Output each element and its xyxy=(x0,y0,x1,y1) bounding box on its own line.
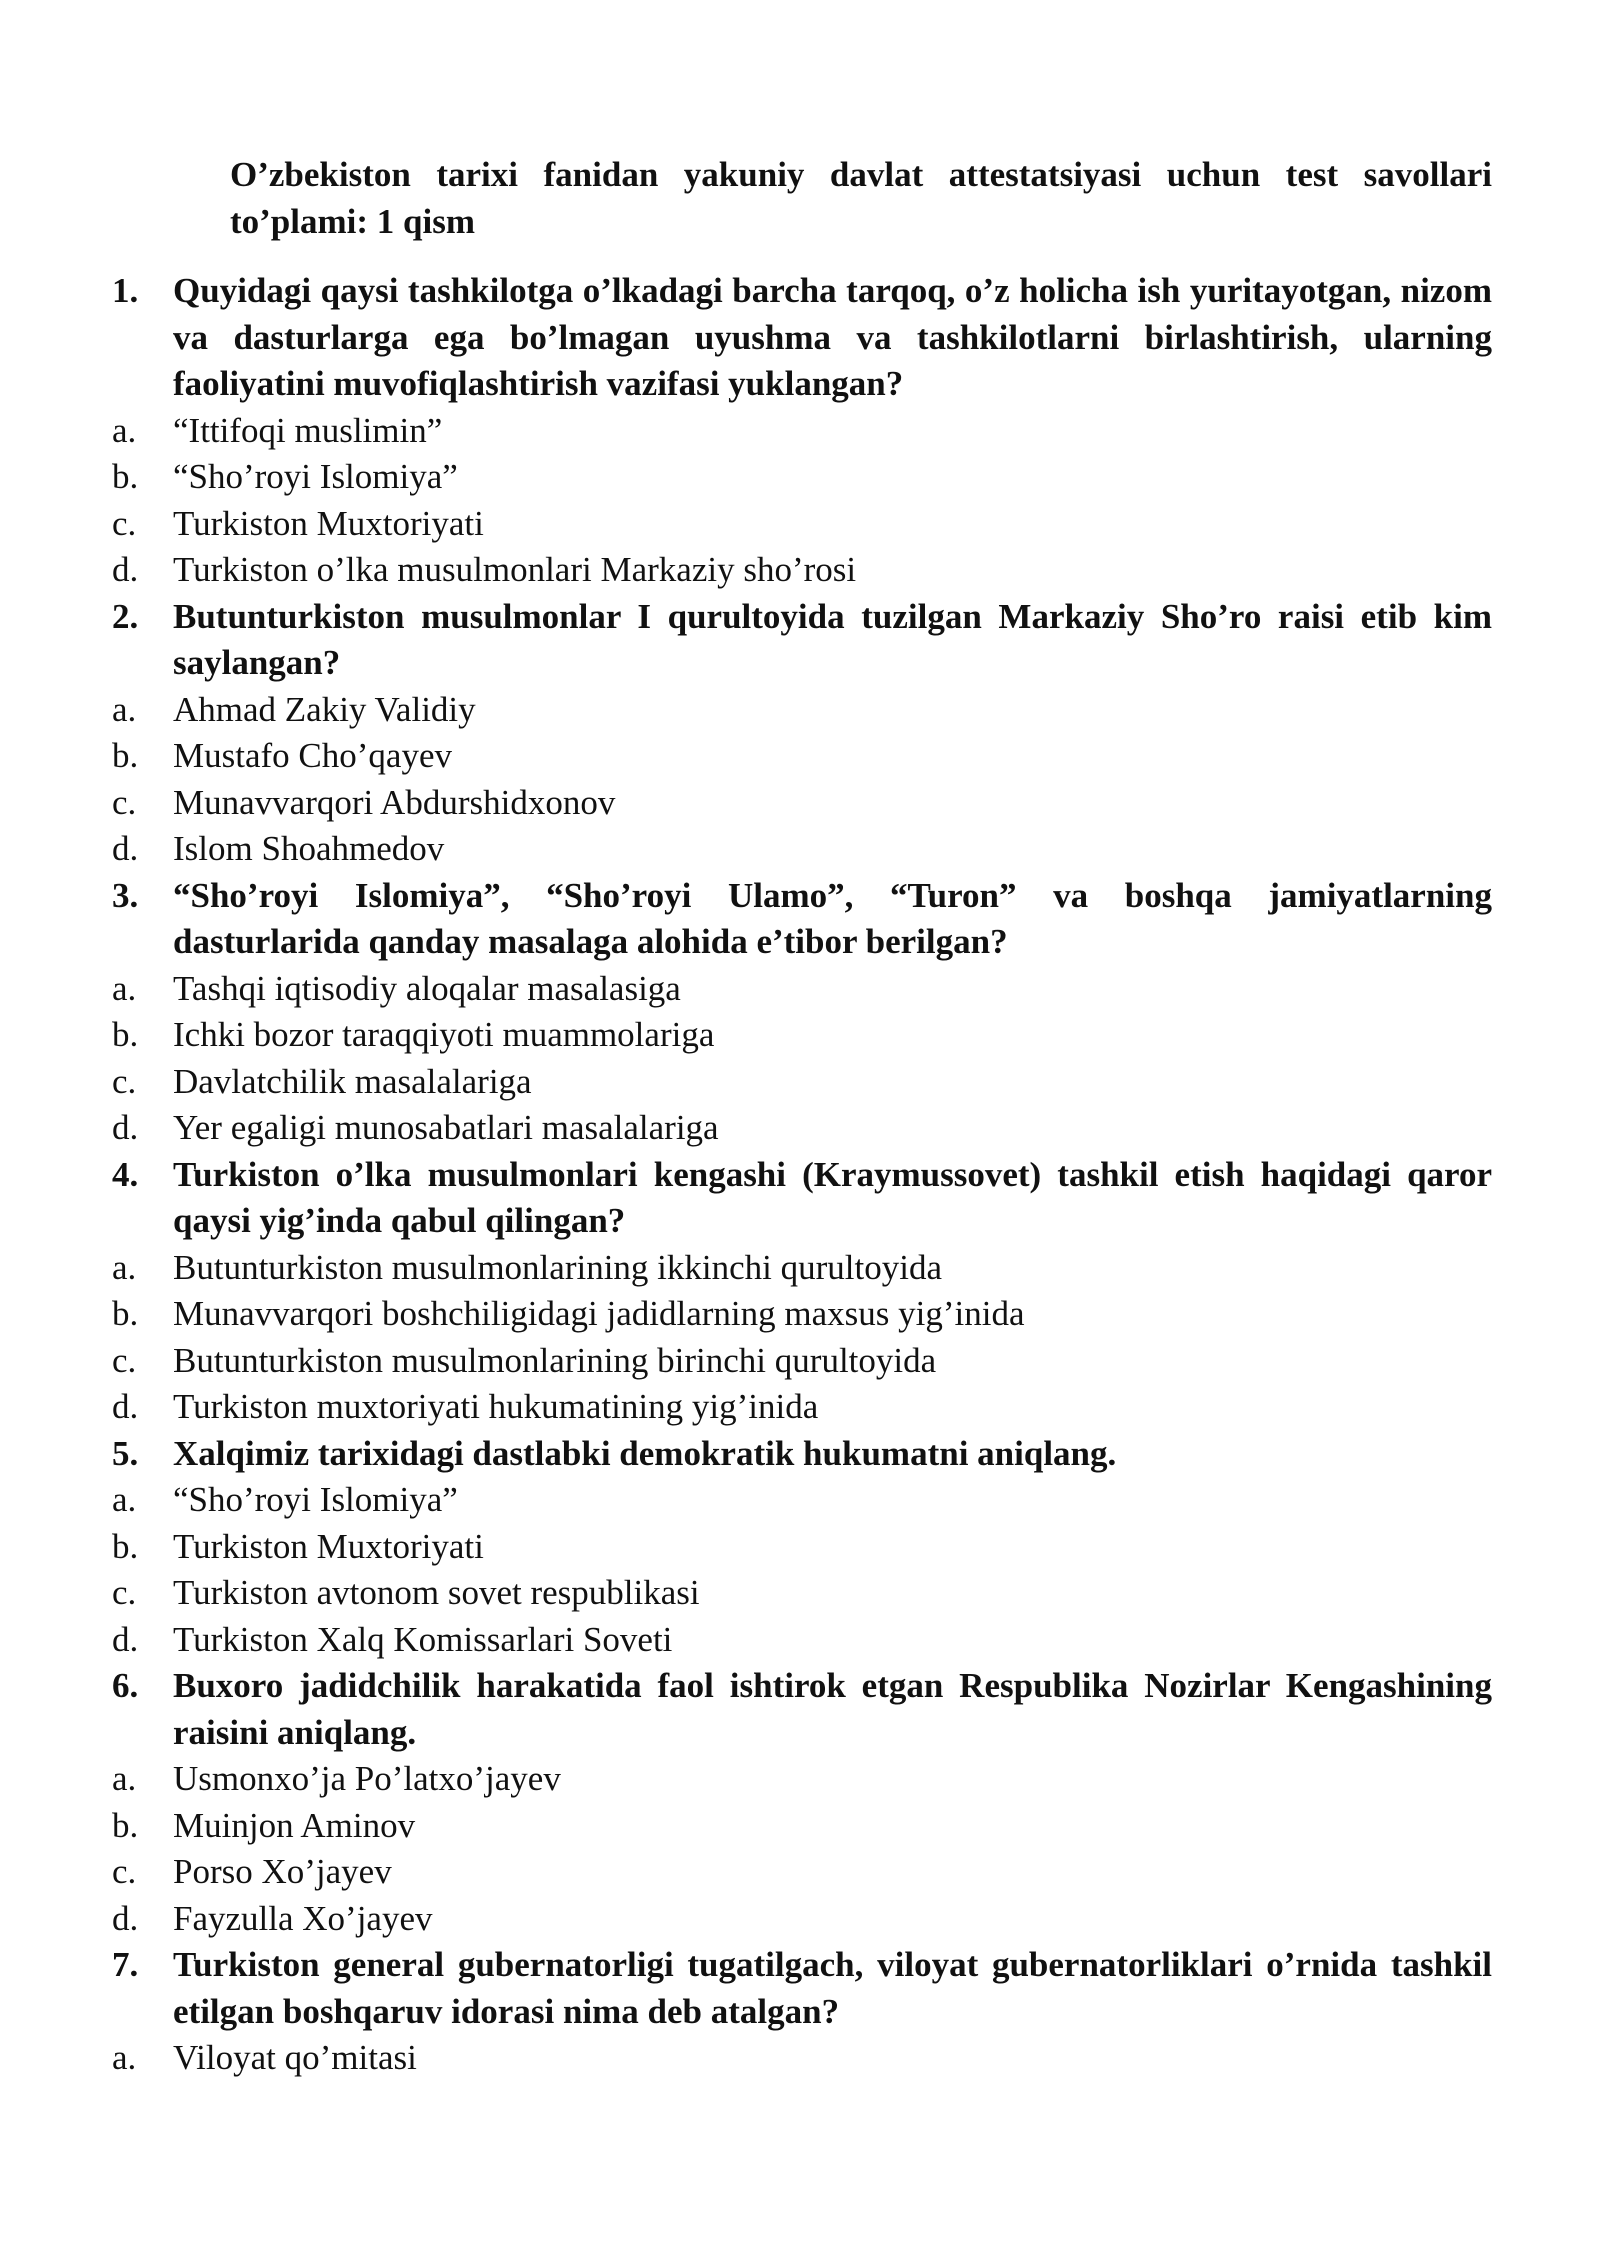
answer-option xyxy=(112,1849,1492,1896)
option-text: Muinjon Aminov xyxy=(173,1805,416,1845)
question-number: 4. xyxy=(112,1154,139,1194)
question-row xyxy=(112,594,1492,687)
option-text: Turkiston muxtoriyati hukumatining yig’inida xyxy=(173,1387,819,1426)
question-number: 1. xyxy=(112,271,139,310)
answer-option xyxy=(112,1617,1492,1664)
option-letter: d. xyxy=(112,1387,139,1426)
option-text: Mustafo Cho’qayev xyxy=(173,736,452,775)
answer-option xyxy=(112,547,1492,594)
option-letter: c. xyxy=(112,1340,137,1380)
question-item xyxy=(112,1942,1492,2082)
option-letter: b. xyxy=(112,736,139,775)
option-letter: c. xyxy=(112,1852,137,1891)
question-number: 3. xyxy=(112,875,139,915)
question-row xyxy=(112,1431,1492,1478)
option-letter: d. xyxy=(112,550,139,589)
answer-option xyxy=(112,826,1492,873)
option-text: “Sho’royi Islomiya” xyxy=(173,457,458,496)
option-letter: d. xyxy=(112,1619,139,1659)
answer-option xyxy=(112,1524,1492,1571)
question-text: Buxoro jadidchilik harakatida faol ishtirok etgan Respublika Nozirlar Kengashining raisini aniqlang. xyxy=(173,1666,1492,1752)
option-letter: b. xyxy=(112,1015,139,1054)
answer-option xyxy=(112,1384,1492,1431)
option-letter: c. xyxy=(112,782,137,822)
option-text: “Sho’royi Islomiya” xyxy=(173,1480,458,1519)
question-row xyxy=(112,268,1492,408)
option-text: Turkiston Muxtoriyati xyxy=(173,503,484,543)
option-text: Turkiston Muxtoriyati xyxy=(173,1526,484,1566)
option-letter: a. xyxy=(112,968,137,1008)
question-number: 6. xyxy=(112,1666,139,1705)
option-letter: a. xyxy=(112,2038,137,2077)
option-letter: c. xyxy=(112,1061,137,1101)
option-text: Ichki bozor taraqqiyoti muammolariga xyxy=(173,1015,715,1054)
option-letter: a. xyxy=(112,1247,137,1287)
answer-option xyxy=(112,966,1492,1013)
answer-option xyxy=(112,733,1492,780)
option-text: Ahmad Zakiy Validiy xyxy=(173,689,476,729)
question-item xyxy=(112,873,1492,1152)
question-number: 2. xyxy=(112,596,139,636)
question-row xyxy=(112,1152,1492,1245)
option-text: “Ittifoqi muslimin” xyxy=(173,410,443,450)
option-text: Fayzulla Xo’jayev xyxy=(173,1898,433,1938)
answer-option xyxy=(112,501,1492,548)
option-text: Davlatchilik masalalariga xyxy=(173,1061,532,1101)
option-text: Viloyat qo’mitasi xyxy=(173,2038,417,2077)
option-text: Porso Xo’jayev xyxy=(173,1852,392,1891)
option-letter: b. xyxy=(112,1294,139,1333)
option-text: Munavvarqori boshchiligidagi jadidlarning maxsus yig’inida xyxy=(173,1294,1025,1333)
question-number: 7. xyxy=(112,1945,139,1984)
option-text: Turkiston Xalq Komissarlari Soveti xyxy=(173,1619,673,1659)
option-letter: d. xyxy=(112,829,139,868)
question-text: “Sho’royi Islomiya”, “Sho’royi Ulamo”, “Turon” va boshqa jamiyatlarning dasturlarida qanday masalaga alohida e’tibor berilgan? xyxy=(173,875,1492,961)
answer-option xyxy=(112,1570,1492,1617)
option-text: Butunturkiston musulmonlarining birinchi qurultoyida xyxy=(173,1340,937,1380)
option-text: Munavvarqori Abdurshidxonov xyxy=(173,782,616,822)
option-letter: a. xyxy=(112,1480,137,1519)
option-letter: d. xyxy=(112,1898,139,1938)
option-text: Yer egaligi munosabatlari masalalariga xyxy=(173,1108,719,1147)
answer-option xyxy=(112,1059,1492,1106)
answer-option xyxy=(112,2035,1492,2082)
answer-option xyxy=(112,1803,1492,1850)
option-letter: c. xyxy=(112,1573,137,1612)
question-list xyxy=(112,268,1492,2082)
question-row xyxy=(112,873,1492,966)
option-letter: b. xyxy=(112,1805,139,1845)
answer-option xyxy=(112,1477,1492,1524)
question-text: Quyidagi qaysi tashkilotga o’lkadagi barcha tarqoq, o’z holicha ish yuritayotgan, nizom va dasturlarga ega bo’lmagan uyushma va tashkilotlarni birlashtirish, ularning faoliyatini muvofiqlashtirish vazifasi yuklangan? xyxy=(173,271,1492,403)
question-text: Turkiston general gubernatorligi tugatilgach, viloyat gubernatorliklari o’rnida tashkil etilgan boshqaruv idorasi nima deb atalgan? xyxy=(173,1945,1492,2031)
option-text: Usmonxo’ja Po’latxo’jayev xyxy=(173,1759,561,1798)
option-text: Butunturkiston musulmonlarining ikkinchi qurultoyida xyxy=(173,1247,942,1287)
answer-option xyxy=(112,454,1492,501)
option-text: Turkiston avtonom sovet respublikasi xyxy=(173,1573,700,1612)
answer-option xyxy=(112,408,1492,455)
question-number: 5. xyxy=(112,1433,139,1473)
answer-option xyxy=(112,1756,1492,1803)
answer-option xyxy=(112,1245,1492,1292)
question-item xyxy=(112,1152,1492,1431)
option-letter: d. xyxy=(112,1108,139,1147)
option-letter: a. xyxy=(112,689,137,729)
answer-option xyxy=(112,1338,1492,1385)
question-item xyxy=(112,1663,1492,1942)
option-text: Tashqi iqtisodiy aloqalar masalasiga xyxy=(173,968,681,1008)
option-letter: b. xyxy=(112,1526,139,1566)
question-item xyxy=(112,594,1492,873)
answer-option xyxy=(112,1291,1492,1338)
option-text: Islom Shoahmedov xyxy=(173,829,445,868)
option-letter: c. xyxy=(112,503,137,543)
question-text: Xalqimiz tarixidagi dastlabki demokratik hukumatni aniqlang. xyxy=(173,1433,1117,1473)
document-title: O’zbekiston tarixi fanidan yakuniy davlat attestatsiyasi uchun test savollari to’plami: 1 qism xyxy=(230,155,1492,241)
answer-option xyxy=(112,687,1492,734)
question-item xyxy=(112,1431,1492,1664)
option-letter: a. xyxy=(112,1759,137,1798)
answer-option xyxy=(112,780,1492,827)
question-row xyxy=(112,1663,1492,1756)
option-text: Turkiston o’lka musulmonlari Markaziy sho’rosi xyxy=(173,550,857,589)
answer-option xyxy=(112,1896,1492,1943)
option-letter: b. xyxy=(112,457,139,496)
option-letter: a. xyxy=(112,410,137,450)
answer-option xyxy=(112,1012,1492,1059)
question-text: Turkiston o’lka musulmonlari kengashi (Kraymussovet) tashkil etish haqidagi qaror qaysi yig’inda qabul qilingan? xyxy=(173,1154,1492,1240)
question-text: Butunturkiston musulmonlar I qurultoyida tuzilgan Markaziy Sho’ro raisi etib kim saylangan? xyxy=(173,596,1492,682)
question-item xyxy=(112,268,1492,594)
question-row xyxy=(112,1942,1492,2035)
answer-option xyxy=(112,1105,1492,1152)
